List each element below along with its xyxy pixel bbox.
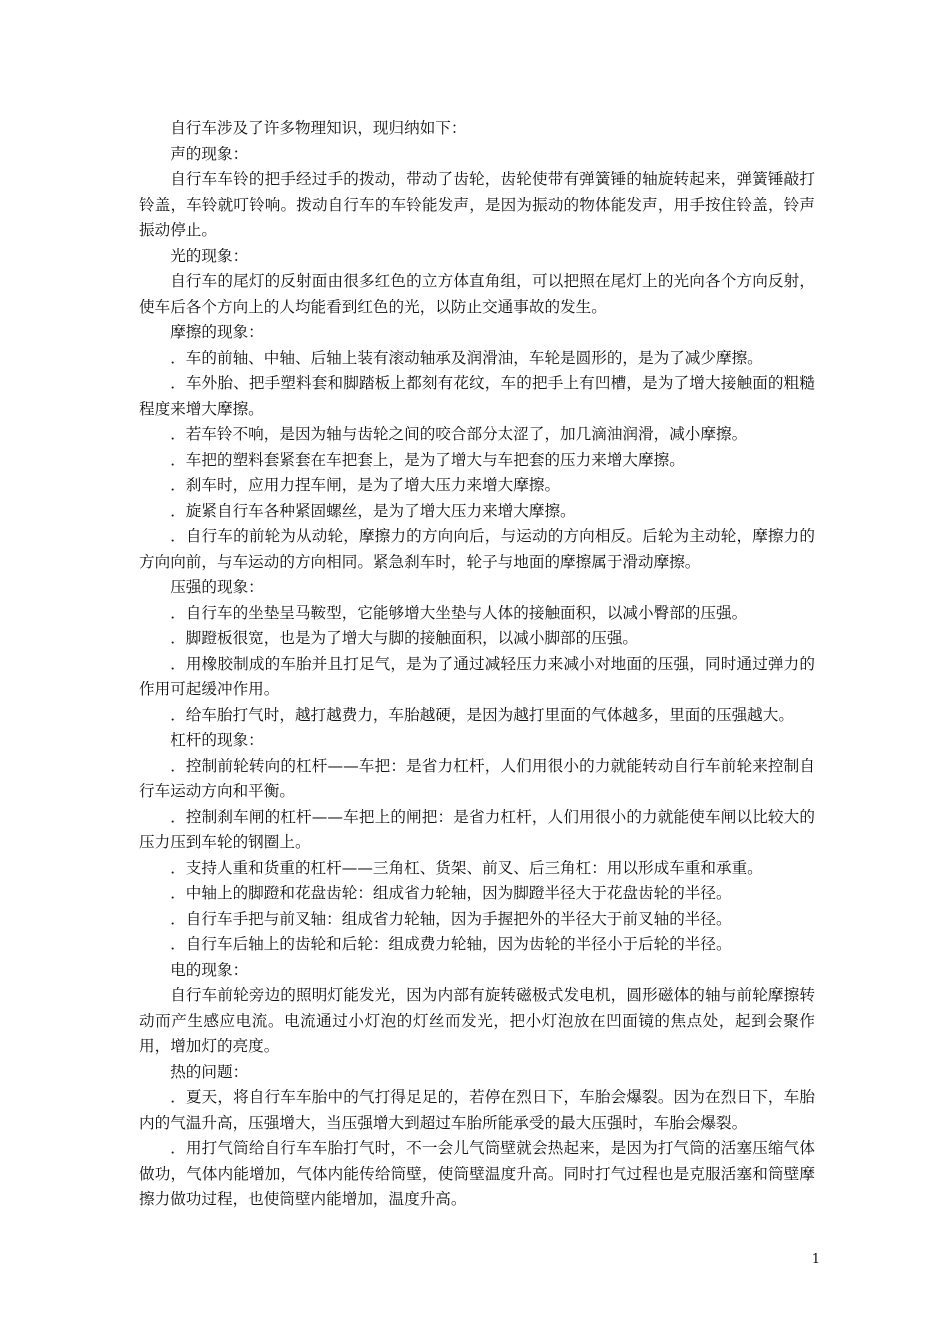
paragraph: ．控制前轮转向的杠杆——车把：是省力杠杆，人们用很小的力就能转动自行车前轮来控制自行车运动方向和平衡。: [139, 756, 815, 800]
section-heading: 电的现象：: [170, 960, 249, 979]
section-heat: [139, 1060, 815, 1213]
section-electricity: [139, 958, 815, 1060]
paragraph: ．自行车手把与前叉轴：组成省力轮轴，因为手握把外的半径大于前叉轴的半径。: [170, 909, 732, 928]
section-pressure: [139, 575, 815, 728]
section-friction: [139, 320, 815, 575]
paragraph: ．自行车的坐垫呈马鞍型，它能够增大坐垫与人体的接触面积，以减小臀部的压强。: [170, 603, 748, 622]
paragraph: ．旋紧自行车各种紧固螺丝，是为了增大压力来增大摩擦。: [170, 501, 576, 520]
paragraph: ．用橡胶制成的车胎并且打足气，是为了通过减轻压力来减小对地面的压强，同时通过弹力的作用可起缓冲作用。: [139, 654, 815, 698]
paragraph: ．若车铃不响，是因为轴与齿轮之间的咬合部分太涩了，加几滴油润滑，减小摩擦。: [170, 425, 748, 443]
paragraph: ．脚蹬板很宽，也是为了增大与脚的接触面积，以减小脚部的压强。: [170, 629, 639, 647]
paragraph: ．支持人重和货重的杠杆——三角杠、货架、前叉、后三角杠：用以形成车重和承重。: [170, 858, 763, 877]
paragraph: ．车的前轴、中轴、后轴上装有滚动轴承及润滑油，车轮是圆形的，是为了减少摩擦。: [170, 348, 763, 367]
intro-paragraph: 自行车涉及了许多物理知识，现归纳如下：: [170, 119, 467, 137]
page-number: 1: [811, 1252, 820, 1267]
paragraph: ．夏天，将自行车车胎中的气打得足足的，若停在烈日下，车胎会爆裂。因为在烈日下，车胎内的气温升高，压强增大，当压强增大到超过车胎所能承受的最大压强时，车胎会爆裂。: [139, 1088, 815, 1132]
section-heading: 声的现象：: [170, 144, 249, 163]
paragraph: ．车外胎、把手塑料套和脚踏板上都刻有花纹，车的把手上有凹槽，是为了增大接触面的粗糙程度来增大摩擦。: [139, 374, 815, 418]
paragraph: ．给车胎打气时，越打越费力，车胎越硬，是因为越打里面的气体越多，里面的压强越大。: [170, 705, 794, 724]
paragraph: 自行车前轮旁边的照明灯能发光，因为内部有旋转磁极式发电机，圆形磁体的轴与前轮摩擦转动而产生感应电流。电流通过小灯泡的灯丝而发光，把小灯泡放在凹面镜的焦点处，起到会聚作用，增加灯的亮度。: [139, 986, 815, 1055]
section-light: [139, 244, 815, 321]
paragraph: 自行车的尾灯的反射面由很多红色的立方体直角组，可以把照在尾灯上的光向各个方向反射，使车后各个方向上的人均能看到红色的光，以防止交通事故的发生。: [139, 272, 815, 316]
section-sound: [139, 142, 815, 244]
section-heading: 摩擦的现象：: [170, 323, 264, 341]
section-heading: 光的现象：: [170, 246, 249, 265]
paragraph: ．自行车的前轮为从动轮，摩擦力的方向向后，与运动的方向相反。后轮为主动轮，摩擦力的方向向前，与车运动的方向相同。紧急刹车时，轮子与地面的摩擦属于滑动摩擦。: [139, 527, 815, 571]
section-lever: [139, 728, 815, 958]
paragraph: ．控制刹车闸的杠杆——车把上的闸把：是省力杠杆，人们用很小的力就能使车闸以比较大的压力压到车轮的钢圈上。: [139, 807, 815, 851]
paragraph: ．车把的塑料套紧套在车把套上，是为了增大与车把套的压力来增大摩擦。: [170, 450, 685, 469]
section-heading: 压强的现象：: [170, 578, 264, 596]
paragraph: ．自行车后轴上的齿轮和后轮：组成费力轮轴，因为齿轮的半径小于后轮的半径。: [170, 935, 732, 953]
paragraph: ．用打气筒给自行车车胎打气时，不一会儿气筒壁就会热起来，是因为打气筒的活塞压缩气体做功，气体内能增加，气体内能传给筒壁，使筒壁温度升高。同时打气过程也是克服活塞和筒壁摩擦力做功过程，也使筒壁内能增加，温度升高。: [139, 1139, 815, 1208]
paragraph: ．刹车时，应用力捏车闸，是为了增大压力来增大摩擦。: [170, 476, 561, 494]
paragraph: 自行车车铃的把手经过手的拨动，带动了齿轮，齿轮使带有弹簧锤的轴旋转起来，弹簧锤敲打铃盖，车铃就叮铃响。拨动自行车的车铃能发声，是因为振动的物体能发声，用手按住铃盖，铃声振动停止。: [139, 170, 815, 239]
section-heading: 热的问题：: [170, 1062, 249, 1081]
section-heading: 杠杆的现象：: [170, 731, 264, 749]
paragraph: ．中轴上的脚蹬和花盘齿轮：组成省力轮轴，因为脚蹬半径大于花盘齿轮的半径。: [170, 884, 732, 902]
document-body: [139, 116, 815, 1213]
